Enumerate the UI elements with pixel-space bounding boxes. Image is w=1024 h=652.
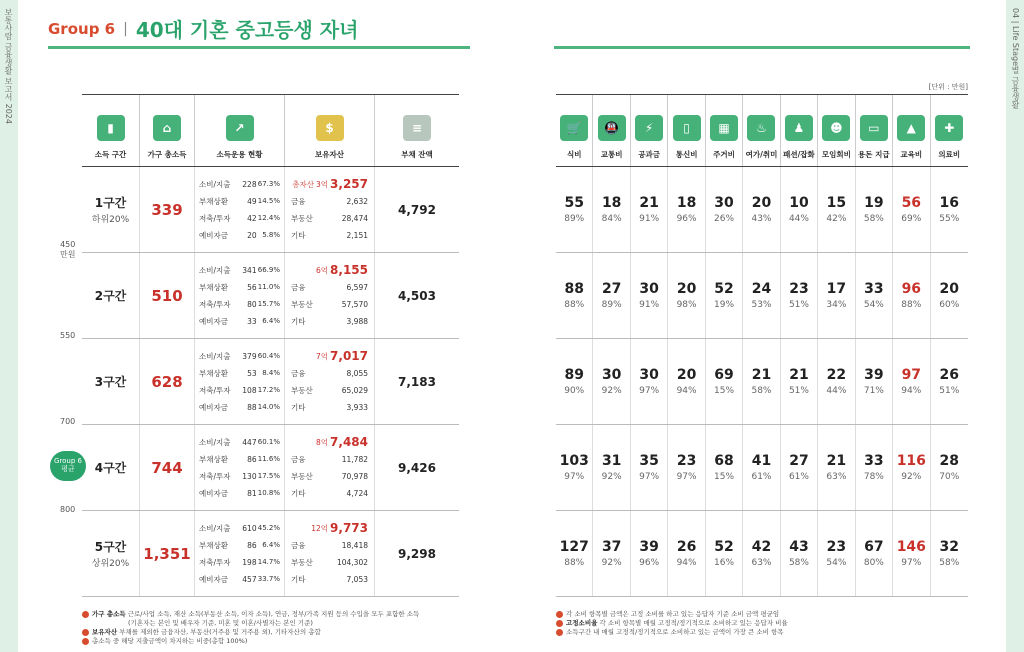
- house-coin-icon: ⌂: [153, 115, 181, 141]
- spend-cell: 26 51%: [939, 367, 960, 396]
- spend-cell: 18 96%: [668, 167, 705, 252]
- asset-item: 부동산 57,570: [291, 299, 368, 309]
- bracket-cell: 5구간 상위20%: [82, 511, 140, 596]
- meeting-icon: ☻: [822, 115, 850, 141]
- train-icon: 🚇: [598, 115, 626, 141]
- header-income-bracket: ▮ 소득 구간: [82, 95, 140, 166]
- header-phone: ▯ 통신비: [668, 95, 705, 166]
- spend-cell: 39 96%: [631, 511, 668, 596]
- spend-cell: 96 88%: [893, 253, 930, 338]
- spend-cell: 10 44%: [781, 167, 818, 252]
- debt-document-icon: ≡: [403, 115, 431, 141]
- usage-item: 저축/투자 130 17.5%: [199, 471, 281, 481]
- spending-row: [556, 339, 968, 425]
- spend-cell: 21 91%: [631, 167, 668, 252]
- usage-item: 부채상환 49 14.5%: [199, 196, 281, 206]
- income-cell: 339: [140, 167, 195, 252]
- spend-cell: 20 94%: [668, 339, 705, 424]
- asset-item: 기타 3,988: [291, 316, 368, 326]
- asset-total: 7억 7,017: [316, 349, 368, 363]
- right-notes: [556, 610, 966, 637]
- left-title-rule: [48, 46, 470, 49]
- money-bag-icon: $: [316, 115, 344, 141]
- spend-cell: 33 54%: [856, 253, 893, 338]
- asset-cell: [285, 339, 375, 424]
- usage-item: 소비/지출 447 60.1%: [199, 437, 281, 447]
- spend-cell: 27 89%: [593, 253, 630, 338]
- spending-row: [556, 511, 968, 597]
- note-marker-icon: [556, 629, 563, 636]
- education-icon: ▲: [897, 115, 925, 141]
- header-utility: ⚡ 공과금: [631, 95, 668, 166]
- wallet-icon: ▭: [860, 115, 888, 141]
- y-label-550: 550: [60, 331, 76, 340]
- group-average-badge: Group 6 평균: [50, 451, 86, 481]
- usage-item: 소비/지출 341 66.9%: [199, 265, 281, 275]
- bar-chart-icon: ▮: [97, 115, 125, 141]
- header-wallet: ▭ 용돈 지급: [856, 95, 893, 166]
- spend-cell: 21 63%: [818, 425, 855, 510]
- usage-cell: [195, 339, 285, 424]
- spend-cell: 116 92%: [893, 425, 930, 510]
- utility-icon: ⚡: [635, 115, 663, 141]
- spending-row: [556, 253, 968, 339]
- right-side-text: 04 | Life Stage별 금융생활: [1011, 8, 1020, 109]
- income-cell: 744: [140, 425, 195, 510]
- usage-cell: [195, 167, 285, 252]
- note-1: 가구 총소득 근로/사업 소득, 재산 소득(부동산 소득, 이자 소득), 연금, 정부/가족 지원 등의 수입을 모두 포함한 소득: [82, 610, 472, 619]
- y-label-450: 450 만원: [60, 240, 76, 259]
- note-marker-icon: [82, 638, 89, 645]
- income-row: [82, 425, 459, 511]
- note-1b: (기혼자는 본인 및 배우자 기준, 미혼 및 이혼/사별자는 본인 기준): [128, 619, 313, 628]
- usage-item: 소비/지출 610 45.2%: [199, 523, 281, 533]
- spend-cell: 39 71%: [856, 339, 893, 424]
- spend-cell: 52 16%: [706, 511, 743, 596]
- asset-item: 부동산 70,978: [291, 471, 368, 481]
- y-label-800: 800: [60, 505, 76, 514]
- spend-cell: 28 70%: [939, 453, 960, 482]
- usage-item: 저축/투자 80 15.7%: [199, 299, 281, 309]
- debt-cell: 9,298: [398, 546, 436, 561]
- debt-cell: 4,503: [398, 288, 436, 303]
- spend-cell: 23 97%: [668, 425, 705, 510]
- asset-item: 금융 6,597: [291, 282, 368, 292]
- spend-cell: 17 34%: [818, 253, 855, 338]
- note-r3: 소득구간 내 매월 고정적/정기적으로 소비하고 있는 금액이 가장 큰 소비 항목: [556, 628, 966, 637]
- income-row: [82, 167, 459, 253]
- spend-cell: 18 84%: [593, 167, 630, 252]
- asset-total: 6억 8,155: [316, 263, 368, 277]
- spend-cell: 23 54%: [818, 511, 855, 596]
- spending-row: [556, 425, 968, 511]
- asset-item: 부동산 65,029: [291, 385, 368, 395]
- spend-cell: 35 97%: [631, 425, 668, 510]
- header-meeting: ☻ 모임회비: [818, 95, 855, 166]
- income-cell: 1,351: [140, 511, 195, 596]
- asset-item: 부동산 28,474: [291, 213, 368, 223]
- spend-cell: 55 89%: [556, 167, 593, 252]
- header-building: ▦ 주거비: [706, 95, 743, 166]
- spend-cell: 20 43%: [743, 167, 780, 252]
- asset-total: 8억 7,484: [316, 435, 368, 449]
- asset-item: 금융 11,782: [291, 454, 368, 464]
- building-icon: ▦: [710, 115, 738, 141]
- spend-cell: 103 97%: [556, 425, 593, 510]
- usage-cell: [195, 253, 285, 338]
- usage-item: 부채상환 53 8.4%: [199, 368, 281, 378]
- asset-cell: [285, 425, 375, 510]
- left-notes: [82, 610, 472, 646]
- leisure-icon: ♨: [747, 115, 775, 141]
- y-label-700: 700: [60, 417, 76, 426]
- asset-cell: [285, 253, 375, 338]
- asset-item: 기타 3,933: [291, 402, 368, 412]
- spend-cell: 21 51%: [781, 339, 818, 424]
- spending-table-header: [556, 95, 968, 167]
- header-income-usage: ↗ 소득운용 현황: [195, 95, 285, 166]
- spend-cell: 89 90%: [556, 339, 593, 424]
- header-separator: |: [123, 20, 128, 37]
- header-debt: ≡ 부채 잔액: [375, 95, 459, 166]
- header-cart: 🛒 식비: [556, 95, 593, 166]
- income-row: [82, 511, 459, 597]
- bracket-cell: 4구간: [82, 425, 140, 510]
- debt-cell: 4,792: [398, 202, 436, 217]
- income-table: [82, 94, 459, 597]
- spend-cell: 27 61%: [781, 425, 818, 510]
- header-train: 🚇 교통비: [593, 95, 630, 166]
- spending-table: [556, 94, 968, 597]
- unit-label: [단위 : 만원]: [928, 83, 968, 91]
- fashion-icon: ♟: [785, 115, 813, 141]
- asset-item: 금융 18,418: [291, 540, 368, 550]
- bracket-cell: 3구간: [82, 339, 140, 424]
- note-marker-icon: [556, 620, 563, 627]
- income-row: [82, 253, 459, 339]
- usage-item: 부채상환 56 11.0%: [199, 282, 281, 292]
- usage-item: 예비자금 88 14.0%: [199, 402, 281, 412]
- header-education: ▲ 교육비: [893, 95, 930, 166]
- usage-cell: [195, 511, 285, 596]
- spend-cell: 56 69%: [893, 167, 930, 252]
- income-table-header: [82, 95, 459, 167]
- note-r2: 고정소비율 각 소비 항목별 매월 고정적/정기적으로 소비하고 있는 응답자 비율: [556, 619, 966, 628]
- spend-cell: 22 44%: [818, 339, 855, 424]
- spend-cell: 20 98%: [668, 253, 705, 338]
- header-assets: $ 보유자산: [285, 95, 375, 166]
- cart-icon: 🛒: [560, 115, 588, 141]
- spend-cell: 42 63%: [743, 511, 780, 596]
- asset-total: 총자산 3억 3,257: [292, 177, 368, 191]
- spend-cell: 24 53%: [743, 253, 780, 338]
- group-label: Group 6: [48, 19, 116, 38]
- spend-cell: 33 78%: [856, 425, 893, 510]
- spend-cell: 41 61%: [743, 425, 780, 510]
- spend-cell: 88 88%: [556, 253, 593, 338]
- spend-cell: 26 94%: [668, 511, 705, 596]
- spend-cell: 31 92%: [593, 425, 630, 510]
- spend-cell: 16 55%: [939, 195, 960, 224]
- usage-item: 예비자금 33 6.4%: [199, 316, 281, 326]
- usage-item: 저축/투자 198 14.7%: [199, 557, 281, 567]
- spend-cell: 97 94%: [893, 339, 930, 424]
- note-marker-icon: [556, 611, 563, 618]
- left-side-text: 보통사람 금융생활 보고서 2024: [4, 8, 13, 124]
- spend-cell: 30 26%: [706, 167, 743, 252]
- usage-item: 예비자금 81 10.8%: [199, 488, 281, 498]
- spend-cell: 68 15%: [706, 425, 743, 510]
- usage-cell: [195, 425, 285, 510]
- debt-cell: 9,426: [398, 460, 436, 475]
- header-household-income: ⌂ 가구 총소득: [140, 95, 195, 166]
- spend-cell: 21 58%: [743, 339, 780, 424]
- usage-item: 부채상환 86 6.4%: [199, 540, 281, 550]
- note-2: 보유자산 부채를 제외한 금융자산, 부동산(거주용 및 거주용 외), 기타자산의 총합: [82, 628, 472, 637]
- spend-cell: 127 88%: [556, 511, 593, 596]
- spend-cell: 43 58%: [781, 511, 818, 596]
- spend-cell: 30 97%: [631, 339, 668, 424]
- usage-item: 예비자금 457 33.7%: [199, 574, 281, 584]
- spend-cell: 69 15%: [706, 339, 743, 424]
- spend-cell: 32 58%: [939, 539, 960, 568]
- usage-item: 저축/투자 42 12.4%: [199, 213, 281, 223]
- spending-row: [556, 167, 968, 253]
- asset-item: 금융 2,632: [291, 196, 368, 206]
- usage-item: 저축/투자 108 17.2%: [199, 385, 281, 395]
- asset-cell: [285, 167, 375, 252]
- page-title: 40대 기혼 중고등생 자녀: [135, 18, 359, 42]
- income-cell: 510: [140, 253, 195, 338]
- spend-cell: 23 51%: [781, 253, 818, 338]
- asset-item: 기타 2,151: [291, 230, 368, 240]
- growth-chart-icon: ↗: [226, 115, 254, 141]
- usage-item: 부채상환 86 11.6%: [199, 454, 281, 464]
- bracket-cell: 2구간: [82, 253, 140, 338]
- spend-cell: 37 92%: [593, 511, 630, 596]
- income-row: [82, 339, 459, 425]
- spend-cell: 20 60%: [939, 281, 960, 310]
- medical-icon: ✚: [935, 115, 963, 141]
- spend-cell: 15 42%: [818, 167, 855, 252]
- asset-item: 기타 7,053: [291, 574, 368, 584]
- note-marker-icon: [82, 611, 89, 618]
- usage-item: 소비/지출 228 67.3%: [199, 179, 281, 189]
- usage-item: 소비/지출 379 60.4%: [199, 351, 281, 361]
- spend-cell: 30 92%: [593, 339, 630, 424]
- note-3: 총소득 중 해당 지출금액이 차지하는 비중(총합 100%): [82, 637, 472, 646]
- debt-cell: 7,183: [398, 374, 436, 389]
- asset-total: 12억 9,773: [311, 521, 368, 535]
- note-marker-icon: [82, 629, 89, 636]
- spend-cell: 146 97%: [893, 511, 930, 596]
- asset-item: 기타 4,724: [291, 488, 368, 498]
- asset-item: 부동산 104,302: [291, 557, 368, 567]
- header-leisure: ♨ 여가/취미: [743, 95, 780, 166]
- header-medical: ✚ 의료비: [931, 95, 968, 166]
- usage-item: 예비자금 20 5.8%: [199, 230, 281, 240]
- bracket-cell: 1구간 하위20%: [82, 167, 140, 252]
- header-fashion: ♟ 패션/잡화: [781, 95, 818, 166]
- asset-item: 금융 8,055: [291, 368, 368, 378]
- spend-cell: 67 80%: [856, 511, 893, 596]
- note-r1: 각 소비 항목별 금액은 고정 소비를 하고 있는 응답자 기준 소비 금액 평균임: [556, 610, 966, 619]
- asset-cell: [285, 511, 375, 596]
- income-cell: 628: [140, 339, 195, 424]
- right-title-rule: [554, 46, 970, 49]
- phone-icon: ▯: [673, 115, 701, 141]
- page-header: [48, 14, 358, 43]
- spend-cell: 19 58%: [856, 167, 893, 252]
- spend-cell: 30 91%: [631, 253, 668, 338]
- spend-cell: 52 19%: [706, 253, 743, 338]
